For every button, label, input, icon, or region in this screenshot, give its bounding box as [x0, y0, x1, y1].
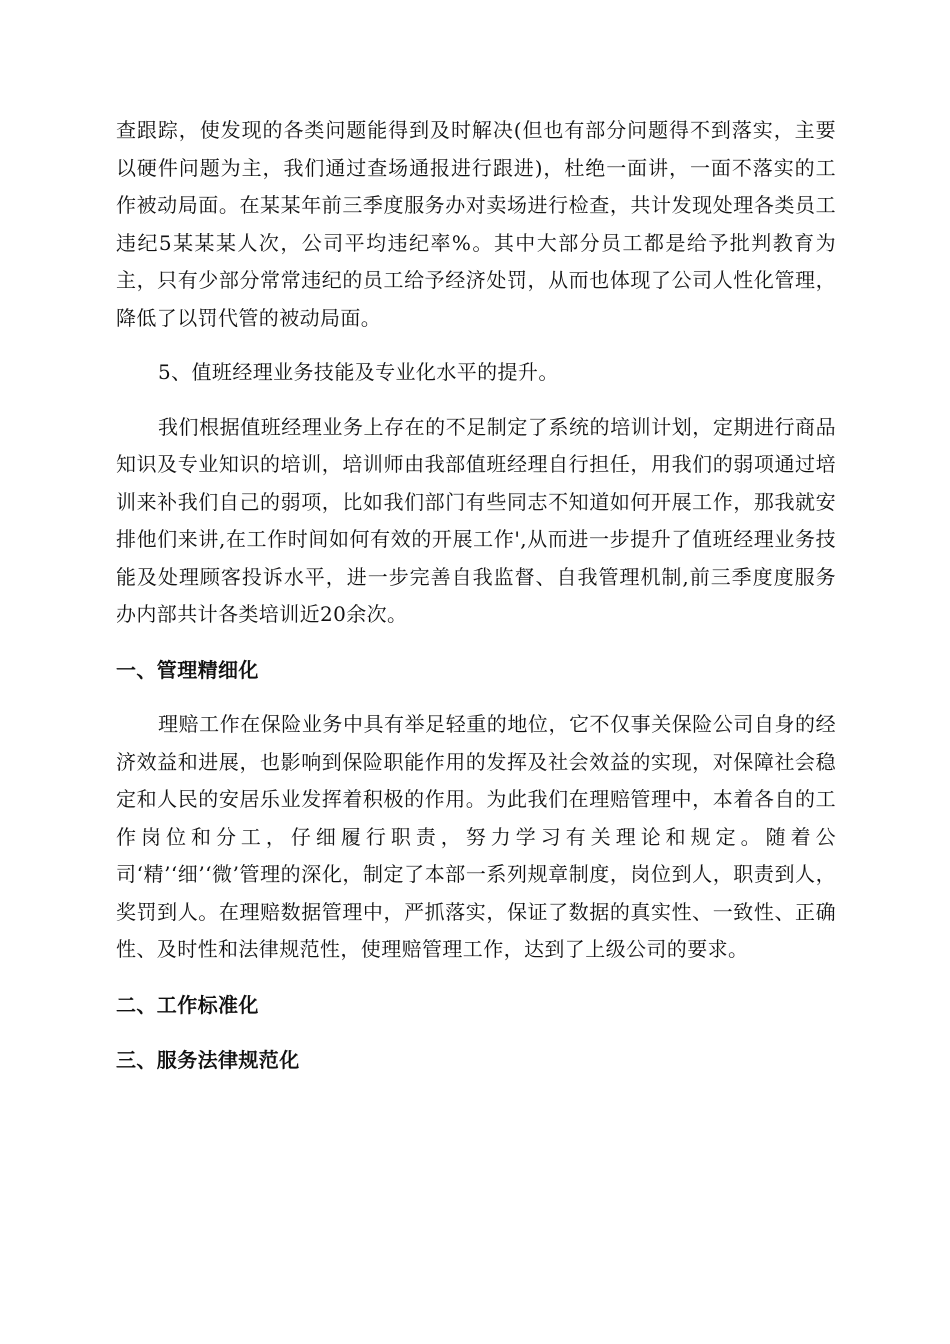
body-paragraph: 理赔工作在保险业务中具有举足轻重的地位，它不仅事关保险公司自身的经济效益和进展，也影响到保险职能作用的发挥及社会效益的实现，对保障社会稳定和人民的安居乐业发挥着积极的作用。为此我们在理赔管理中，本着各自的工作岗位和分工，仔细履行职责，努力学习有关理论和规定。随着公司‘精’‘细’‘微’管理的深化，制定了本部一系列规章制度，岗位到人，职责到人，奖罚到人。在理赔数据管理中，严抓落实，保证了数据的真实性、一致性、正确性、及时性和法律规范性，使理赔管理工作，达到了上级公司的要求。	[116, 712, 836, 961]
body-paragraph: 我们根据值班经理业务上存在的不足制定了系统的培训计划，定期进行商品知识及专业知识的培训，培训师由我部值班经理自行担任，用我们的弱项通过培训来补我们自己的弱项，比如我们部门有些同志不知道如何开展工作，那我就安排他们来讲,在工作时间如何有效的开展工作',从而进一步提升了值班经理业务技能及处理顾客投诉水平，进一步完善自我监督、自我管理机制,前三季度度服务办内部共计各类培训近20余次。	[116, 414, 836, 626]
section-heading: 一、管理精细化	[116, 657, 259, 682]
section-heading: 二、工作标准化	[116, 992, 259, 1017]
document-page	[116, 112, 836, 1080]
body-paragraph: 查跟踪，使发现的各类问题能得到及时解决(但也有部分问题得不到落实，主要以硬件问题为主，我们通过查场通报进行跟进)，杜绝一面讲，一面不落实的工作被动局面。在某某年前三季度服务办对卖场进行检查，共计发现处理各类员工违纪5某某某人次，公司平均违纪率%。其中大部分员工都是给予批判教育为主，只有少部分常常违纪的员工给予经济处罚，从而也体现了公司人性化管理，降低了以罚代管的被动局面。	[116, 118, 836, 330]
numbered-item: 5、值班经理业务技能及专业化水平的提升。	[158, 360, 559, 384]
section-heading: 三、服务法律规范化	[116, 1048, 300, 1072]
